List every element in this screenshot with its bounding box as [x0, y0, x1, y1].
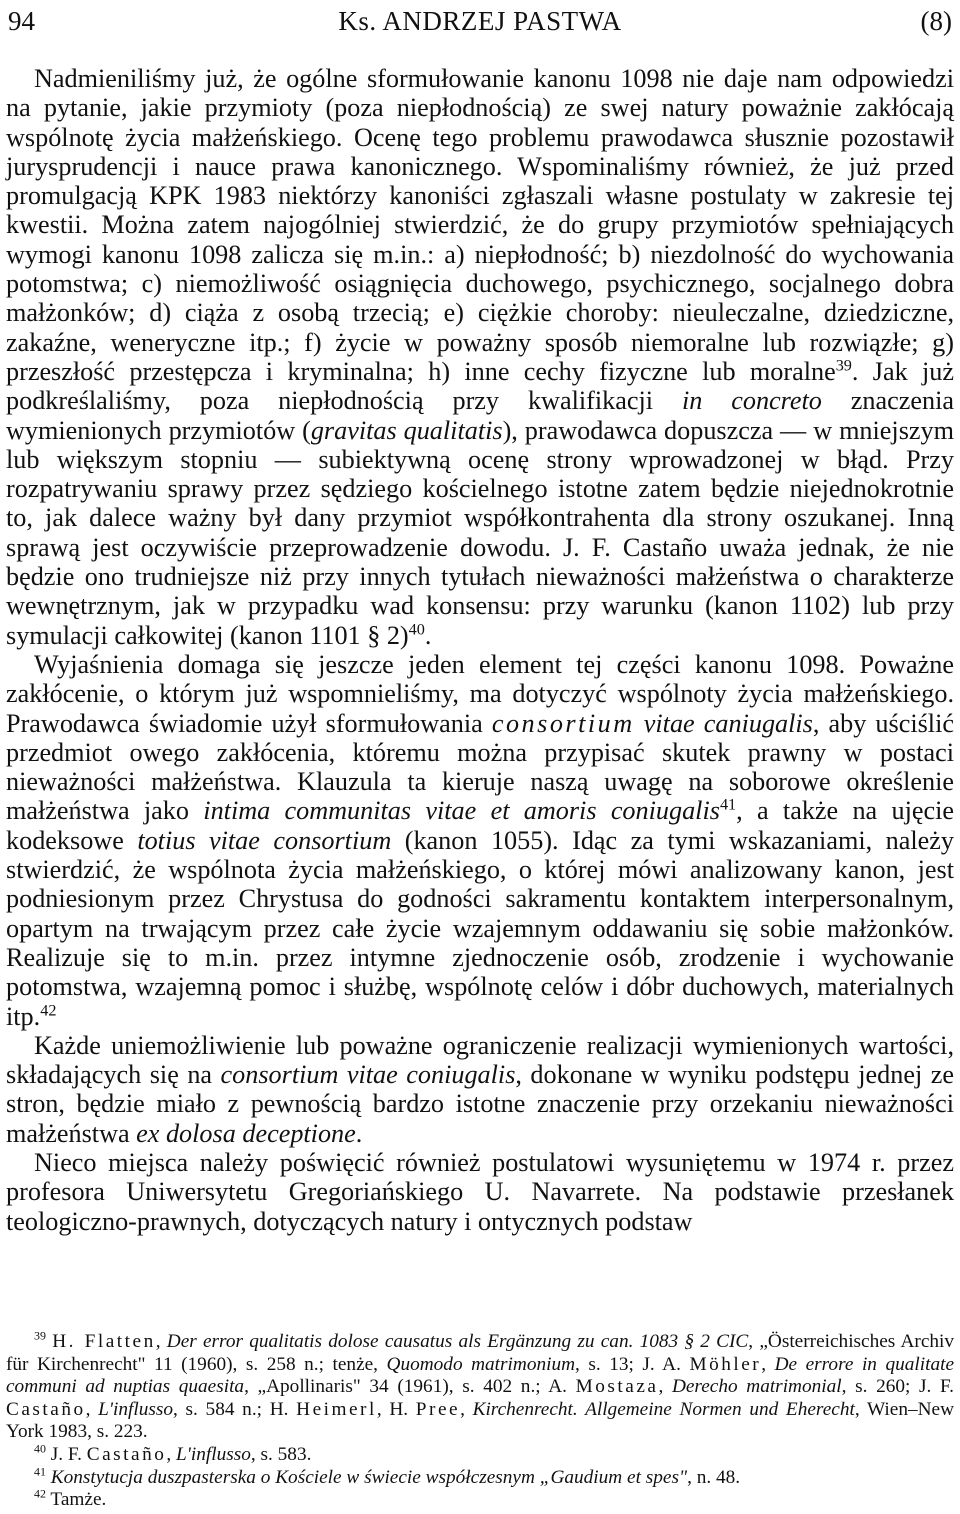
text-run: , [761, 1353, 775, 1375]
italic-term: consortium vitae coniugalis [220, 1060, 516, 1090]
italic-term: ex dolosa deceptione [136, 1118, 356, 1148]
paragraph [6, 64, 954, 650]
author-name: H. Flatten [52, 1331, 156, 1352]
footnote-ref-41[interactable]: 41 [719, 795, 737, 814]
italic-term: vitae caniugalis [634, 708, 813, 738]
text-run: , Wien–New York 1983, s. 223. [6, 1398, 955, 1443]
paragraph [6, 650, 954, 1031]
footnote-ref-40[interactable]: 40 [408, 619, 425, 638]
italic-term: gravitas qualitatis [310, 415, 503, 445]
text-run: J. F. [45, 1443, 87, 1465]
text-run: znaczenia wymienionych przymiotów ( [6, 386, 954, 445]
paragraph [6, 1148, 954, 1236]
citation-title: L'influsso [176, 1443, 251, 1465]
citation-title: Quomodo matrimonium [386, 1353, 576, 1375]
text-run: . Jak już podkreślaliśmy, poza niepłodnością przy kwalifikacji [6, 356, 954, 416]
footnote-number: 41 [34, 1464, 46, 1479]
footnote-number: 40 [34, 1441, 46, 1456]
citation-title: De errore in qualitate communi ad nuptias quaesita [6, 1353, 955, 1398]
text-run: , aby uściślić przedmiot owego zakłócenia, któremu można przypisać skutek prawny w postaci nieważności małżeństwa. Klauzula ta kieruje naszą uwagę na soborowe określenie małżeństwa jako [6, 708, 954, 826]
citation-title: L'influsso [98, 1398, 174, 1420]
running-header [8, 0, 952, 48]
footnote-number: 39 [34, 1328, 46, 1343]
paragraph [6, 1031, 954, 1148]
text-run: , [166, 1443, 177, 1465]
text-run: , n. 48. [687, 1466, 741, 1488]
text-run: , dokonane w wyniku podstępu jednej ze stron, będzie miało z pewnością bardzo istotne znaczenie przy orzekaniu nieważności małżeństwa [6, 1060, 954, 1148]
text-run: , H. [376, 1398, 416, 1420]
text-run: , s. 13; J. A. [575, 1353, 690, 1375]
citation-title: Kirchenrecht. Allgemeine Normen und Eherecht [472, 1398, 855, 1420]
text-run: ), prawodawca dopuszcza — w mniejszym lub większym stopniu — subiektywną ocenę strony wprowadzonej w błąd. Przy rozpatrywaniu sprawy przez sędziego kościelnego istotne zatem będzie niejednokrotnie to, jak dalece ważny był dany przymiot współkontrahenta dla strony oszukanej. Inną sprawą jest oczywiście przeprowadzenie dowodu. J. F. Castaño uważa jednak, że nie będzie ono trudniejsze niż przy innych tytułach nieważności małżeństwa o charakterze wewnętrznym, jak w przypadku wad konsensu: przy warunku (kanon 1102) lub przy symulacji całkowitej (kanon 1101 § 2) [6, 415, 954, 650]
author-name: Castaño [86, 1443, 167, 1465]
footnote-39 [6, 1328, 955, 1444]
author-name: Heimerl [296, 1398, 377, 1420]
footnote-41 [6, 1464, 954, 1490]
italic-term: intima communitas vitae et amoris coniugalis [203, 796, 720, 826]
italic-term: in concreto [681, 386, 822, 416]
footnote-ref-39[interactable]: 39 [835, 356, 852, 375]
body-text [6, 64, 954, 1236]
text-run: , s. 583. [250, 1443, 312, 1465]
text-run: Tamże. [45, 1489, 107, 1511]
text-run: . [424, 620, 432, 650]
citation-title: Der error qualitatis dolose causatus als Ergänzung zu can. 1083 § 2 CIC [166, 1331, 749, 1352]
text-run: (kanon 1055). Idąc za tymi wskazaniami, należy stwierdzić, że wspólnota życia małżeńskiego, o której mówi analizowany kanon, jest podniesionym przez Chrystusa do godności sakramentu kontaktem interpersonalnym, opartym na trwającym przez całe życie wzajemnym oddawaniu się sobie małżonków. Realizuje się to m.in. przez intymne zjednoczenie osób, zrodzenie i wychowanie potomstwa, wzajemną pomoc i służbę, wspólnotę celów i dóbr duchowych, materialnych itp. [6, 825, 954, 1031]
text-run: , [658, 1376, 672, 1398]
text-run: , [460, 1398, 473, 1420]
text-run: , „Apollinaris" 34 (1961), s. 402 n.; A. [244, 1376, 576, 1398]
page-number: 94 [8, 6, 35, 36]
text-run: , [85, 1398, 99, 1420]
author-name: Castaño [6, 1398, 86, 1420]
footnotes [6, 1328, 955, 1512]
citation-title: Konstytucja duszpasterska o Kościele w świecie współczesnym „Gaudium et spes" [50, 1466, 688, 1488]
citation-title: Derecho matrimonial [671, 1376, 842, 1398]
text-run: Każde uniemożliwienie lub poważne ograniczenie realizacji wymienionych wartości, składających się na [6, 1030, 954, 1090]
text-run: Nadmieniliśmy już, że ogólne sformułowanie kanonu 1098 nie daje nam odpowiedzi na pytanie, jakie przymioty (poza niepłodnością) ze swej natury poważnie zakłócają wspólnotę życia małżeńskiego. Ocenę tego problemu prawodawca słusznie pozostawił jurysprudencji i nauce prawa kanonicznego. Wspominaliśmy również, że już przed promulgacją KPK 1983 niektórzy kanoniści zgłaszali własne postulaty w zakresie tej kwestii. Można zatem najogólniej stwierdzić, że do grupy przymiotów spełniających wymogi kanonu 1098 zalicza się m.in.: a) niepłodność; b) niezdolność do wychowania potomstwa; c) niemożliwość osiągnięcia duchowego, psychicznego, socjalnego dobra małżonków; d) ciąża z osobą trzecią; e) ciężkie choroby: nieuleczalne, dziedziczne, zakaźne, weneryczne itp.; f) życie w poważny sposób niemoralne lub rozwiązłe; g) przeszłość przestępcza i kryminalna; h) inne cechy fizyczne lub moralne [6, 64, 954, 386]
text-run: , [155, 1331, 167, 1352]
author-name: Pree [415, 1398, 461, 1420]
footnote-40 [6, 1441, 954, 1467]
author-name: Möhler [689, 1353, 762, 1375]
italic-term: consortium [491, 708, 635, 738]
text-run: Wyjaśnienia domaga się jeszcze jeden element tej części kanonu 1098. Poważne zakłócenie, o którym już wspomnieliśmy, ma dotyczyć wspólnoty życia małżeńskiego. Prawodawca świadomie użył sformułowania [6, 649, 954, 738]
footnote-42 [6, 1486, 954, 1512]
text-run: Nieco miejsca należy poświęcić również postulatowi wysuniętemu w 1974 r. przez profesora Uniwersytetu Gregoriańskiego U. Navarrete. Na podstawie przesłanek teologiczno-prawnych, dotyczących natury i ontycznych podstaw [6, 1147, 954, 1236]
text-run: . [355, 1118, 363, 1148]
text-run: , „Österreichisches Archiv für Kirchenrecht" 11 (1960), s. 258 n.; tenże, [6, 1331, 955, 1375]
footnote-number: 42 [34, 1486, 46, 1501]
section-number: (8) [920, 6, 952, 36]
author-name: Mostaza [575, 1376, 659, 1398]
text-run: , a także na ujęcie kodeksowe [6, 796, 954, 855]
footnote-ref-42[interactable]: 42 [40, 1000, 57, 1019]
italic-term: totius vitae consortium [137, 825, 392, 855]
running-title: Ks. ANDRZEJ PASTWA [338, 6, 622, 36]
text-run: , s. 260; J. F. [841, 1376, 954, 1398]
text-run: , s. 584 n.; H. [173, 1398, 297, 1420]
